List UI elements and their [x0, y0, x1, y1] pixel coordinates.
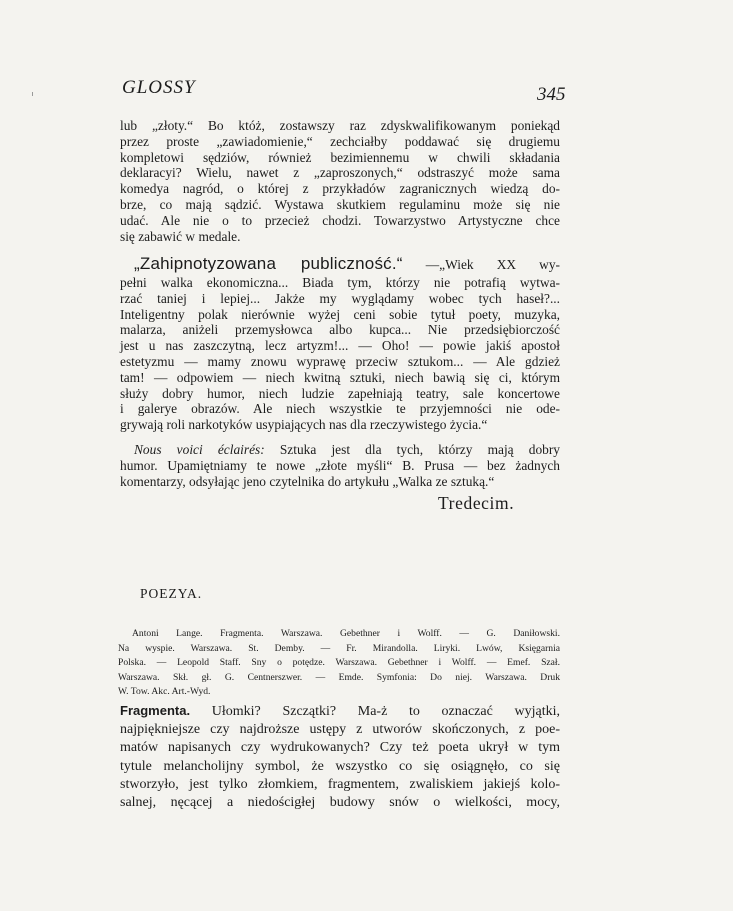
- text-fragment: Sztuka jest dla tych, którzy mają dobry: [279, 442, 560, 457]
- text-line: udać. Ale nie o to przecież chodzi. Towarzystwo Artystyczne chce: [120, 212, 560, 228]
- text-line: pełni walka ekonomiczna... Biada tym, którzy nie potrafią wytwa-: [120, 275, 560, 290]
- text-line: deklaracyi? Wielu, nawet z „zaproszonych,“ odstraszyć może sama: [120, 165, 560, 181]
- bold-term: Fragmenta.: [120, 703, 191, 718]
- text-line: [120, 702, 560, 721]
- text-line: brze, co mają sądzić. Wystawa skutkiem regulaminu może się nie: [120, 196, 560, 212]
- text-line: salnej, nęcącej a niedościgłej budowy snów o wielkości, mocy,: [120, 795, 560, 811]
- text-line: przez proste „zawiadomienie,“ zechciałby poddawać się drugiemu: [120, 133, 560, 149]
- paragraph-hypnotized-public: [120, 254, 560, 433]
- text-line: tytule melancholijny symbol, że wszystko co się osiągnęło, co się: [120, 758, 560, 774]
- italic-phrase: Nous voici éclairés:: [134, 442, 265, 457]
- section-heading: „Zahipnotyzowana publiczność.“: [134, 254, 403, 273]
- text-line: matów napisanych czy wydrukowanych? Czy też poeta ukrył w tym: [120, 740, 560, 756]
- bibliography-line: Warszawa. Skł. gł. G. Centnerszwer. — Emde. Symfonia: Do niej. Warszawa. Druk: [118, 671, 560, 683]
- paragraph-nous-voici: [120, 442, 560, 489]
- bibliography-line: Polska. — Leopold Staff. Sny o potędze. Warszawa. Gebethner i Wolff. — Emef. Szał.: [118, 657, 560, 668]
- text-line: Inteligentny polak nierównie wyżej ceni sobie tytuł poety, muzyka,: [120, 306, 560, 322]
- bibliography: [118, 627, 560, 700]
- text-line: służy dobry humor, niech ludzie zapełniają teatry, sale koncertowe: [120, 385, 560, 401]
- section-title: POEZYA.: [140, 586, 203, 601]
- text-line: stworzyło, jest tylko złomkiem, fragmentem, zwaliskiem jakiejś kolo-: [120, 776, 560, 792]
- text-line: kompletowi sędziów, również bezimiennemu w chwili składania: [120, 149, 560, 165]
- text-fragment: —„Wiek XX wy-: [425, 257, 560, 272]
- text-line: grywają roli narkotyków usypiających nas dla rzeczywistego życia.“: [120, 417, 488, 433]
- page-number: 345: [537, 84, 566, 105]
- text-line: się zabawić w medale.: [120, 228, 241, 244]
- text-line: estetyzmu — mamy znowu wyprawę przeciw sztukom... — Ale gdzież: [120, 353, 560, 369]
- text-fragment: Ułomki? Szczątki? Ma-ż to oznaczać wyjątki,: [211, 704, 560, 719]
- running-head-title: GLOSSY: [122, 77, 196, 98]
- bibliography-line: W. Tow. Akc. Art.-Wyd.: [118, 686, 211, 697]
- text-line: [120, 442, 560, 458]
- text-line: komedya nagród, o której z przykładów zagranicznych wiedzą do-: [120, 181, 560, 197]
- text-line: komentarzy, odsyłając jeno czytelnika do artykułu „Walka ze sztuką.“: [120, 473, 495, 489]
- text-line: najpiękniejsze czy najdroższe ustępy z utworów skończonych, z poe-: [120, 722, 560, 738]
- bibliography-line: Na wyspie. Warszawa. St. Demby. — Fr. Mirandolla. Liryki. Lwów, Księgarnia: [118, 642, 560, 654]
- text-line: lub „złoty.“ Bo któż, zostawszy raz zdyskwalifikowanym poniekąd: [120, 118, 560, 133]
- margin-mark: [32, 92, 33, 96]
- text-line: jest u nas zaszczytną, lecz artyzm!... — Oho! — powie jakiś apostoł: [120, 338, 560, 354]
- paragraph-fragmenta: [120, 702, 560, 812]
- text-line: malarza, aniżeli przemysłowca albo kupca... Nie przedsiębiorczość: [120, 322, 560, 338]
- text-line: i galerye obrazów. Ale niech wszystkie te przyjemności nie ode-: [120, 401, 560, 417]
- paragraph-awards: [120, 118, 560, 244]
- text-line: humor. Upamiętniamy te nowe „złote myśli“ B. Prusa — bez żadnych: [120, 457, 560, 473]
- bibliography-line: Antoni Lange. Fragmenta. Warszawa. Gebethner i Wolff. — G. Daniłowski.: [132, 628, 560, 639]
- text-line: tam! — odpowiem — niech kwitną sztuki, niech bawią się ci, którym: [120, 369, 560, 385]
- heading-line: [120, 254, 560, 275]
- text-line: rzać taniej i lepiej... Jakże my wyglądamy wobec tych haseł?...: [120, 290, 560, 306]
- author-signature: Tredecim.: [438, 493, 515, 513]
